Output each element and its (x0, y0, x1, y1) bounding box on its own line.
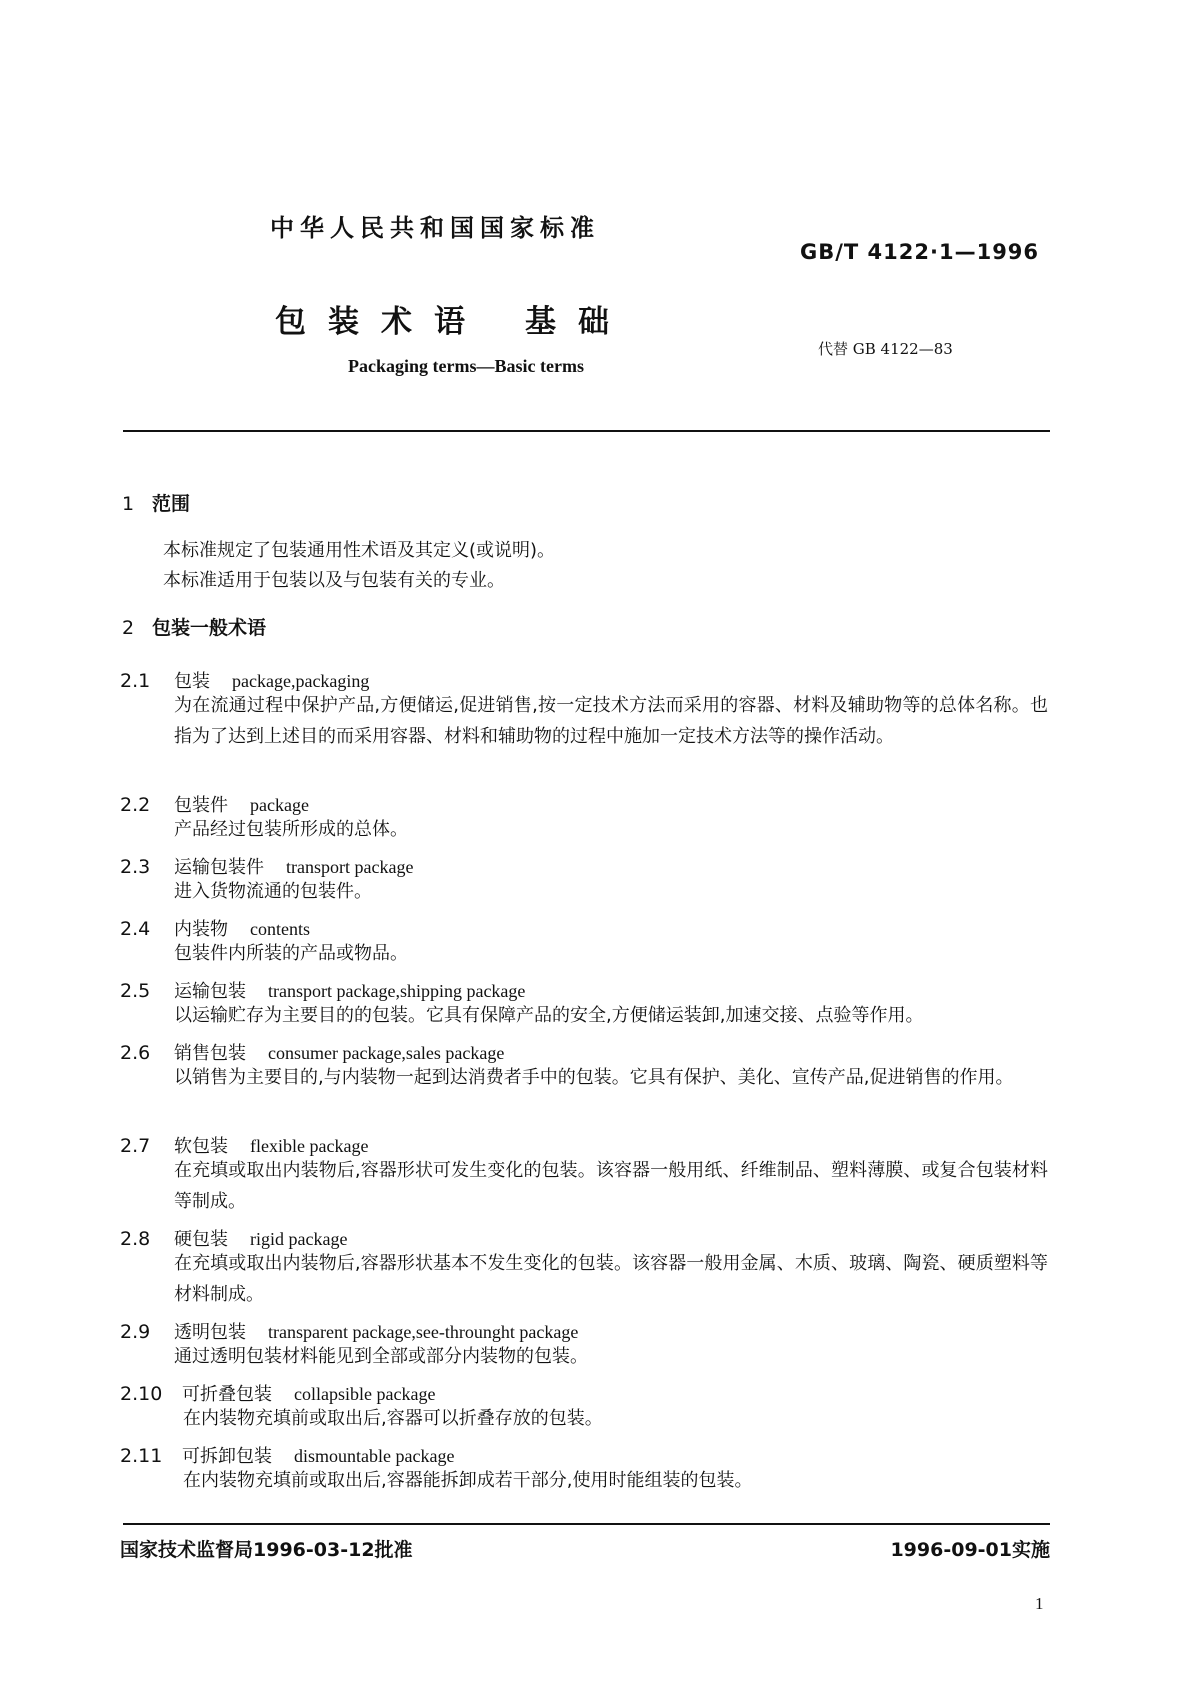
term-chinese: 软包装 (174, 1136, 228, 1157)
term-number: 2.7 (120, 1135, 151, 1157)
term-chinese: 可折叠包装 (182, 1384, 272, 1405)
term-chinese: 包装件 (174, 795, 228, 816)
term-definition: 通过透明包装材料能见到全部或部分内装物的包装。 (174, 1346, 588, 1367)
title-char: 基 (525, 304, 556, 340)
section-2-heading (122, 613, 266, 640)
footer-divider (123, 1523, 1050, 1525)
term-number: 2.3 (120, 856, 151, 878)
term-number: 2.4 (120, 918, 151, 940)
header-divider (123, 430, 1050, 432)
section-title: 范围 (152, 493, 191, 515)
section-title: 包装一般术语 (152, 617, 267, 639)
scope-paragraph-1: 本标准规定了包装通用性术语及其定义(或说明)。 (163, 540, 556, 561)
replaces-note: 代替 GB 4122—83 (818, 340, 953, 358)
term-english: transport package (286, 857, 414, 877)
term-number: 2.5 (120, 980, 151, 1002)
term-english: consumer package,sales package (268, 1043, 505, 1063)
term-definition: 在内装物充填前或取出后,容器可以折叠存放的包装。 (183, 1408, 603, 1429)
term-chinese: 透明包装 (174, 1322, 246, 1343)
term-chinese: 硬包装 (174, 1229, 228, 1250)
section-number: 1 (122, 493, 135, 515)
term-english: dismountable package (294, 1446, 455, 1466)
title-char: 语 (434, 304, 465, 340)
title-char: 础 (578, 304, 609, 340)
term-definition: 产品经过包装所形成的总体。 (174, 819, 408, 840)
term-english: rigid package (250, 1229, 348, 1249)
scope-paragraph-2: 本标准适用于包装以及与包装有关的专业。 (163, 570, 505, 591)
term-definition: 以销售为主要目的,与内装物一起到达消费者手中的包装。它具有保护、美化、宣传产品,促进销售的作用。 (174, 1067, 1014, 1088)
page-number: 1 (1035, 1594, 1044, 1613)
document-title (275, 296, 631, 341)
term-number: 2.10 (120, 1383, 163, 1405)
title-char: 术 (381, 304, 412, 340)
term-chinese: 包装 (174, 671, 210, 692)
term-chinese: 运输包装 (174, 981, 246, 1002)
term-english: flexible package (250, 1136, 369, 1156)
term-english: contents (250, 919, 310, 939)
term-definition: 为在流通过程中保护产品,方便储运,促进销售,按一定技术方法而采用的容器、材料及辅助物等的总体名称。也指为了达到上述目的而采用容器、材料和辅助物的过程中施加一定技术方法等的操作活动。 (174, 695, 1048, 747)
term-number: 2.6 (120, 1042, 151, 1064)
term-number: 2.9 (120, 1321, 151, 1343)
term-chinese: 可拆卸包装 (182, 1446, 272, 1467)
standard-code: GB/T 4122·1—1996 (800, 240, 1040, 264)
term-english: transport package,shipping package (268, 981, 526, 1001)
title-char: 包 (275, 304, 306, 340)
term-number: 2.2 (120, 794, 151, 816)
title-char: 装 (328, 304, 359, 340)
national-standard-heading: 中华人民共和国国家标准 (270, 214, 600, 242)
term-definition: 包装件内所装的产品或物品。 (174, 943, 408, 964)
term-chinese: 内装物 (174, 919, 228, 940)
term-number: 2.11 (120, 1445, 163, 1467)
term-definition: 在充填或取出内装物后,容器形状可发生变化的包装。该容器一般用纸、纤维制品、塑料薄膜、或复合包装材料等制成。 (174, 1160, 1048, 1212)
term-english: package,packaging (232, 671, 370, 691)
approval-date: 国家技术监督局1996-03-12批准 (120, 1539, 413, 1561)
term-number: 2.8 (120, 1228, 151, 1250)
term-english: transparent package,see-throunght package (268, 1322, 579, 1342)
term-definition: 在内装物充填前或取出后,容器能拆卸成若干部分,使用时能组装的包装。 (183, 1470, 753, 1491)
term-definition: 进入货物流通的包装件。 (174, 881, 372, 902)
section-number: 2 (122, 617, 135, 639)
term-definition: 以运输贮存为主要目的的包装。它具有保障产品的安全,方便储运装卸,加速交接、点验等作用。 (174, 1005, 924, 1026)
term-number: 2.1 (120, 670, 151, 692)
term-english: collapsible package (294, 1384, 436, 1404)
effective-date: 1996-09-01实施 (890, 1539, 1050, 1561)
section-1-heading (122, 489, 190, 516)
english-title: Packaging terms—Basic terms (348, 356, 584, 376)
term-english: package (250, 795, 309, 815)
term-chinese: 运输包装件 (174, 857, 264, 878)
term-chinese: 销售包装 (174, 1043, 246, 1064)
term-definition: 在充填或取出内装物后,容器形状基本不发生变化的包装。该容器一般用金属、木质、玻璃、陶瓷、硬质塑料等材料制成。 (174, 1253, 1048, 1305)
